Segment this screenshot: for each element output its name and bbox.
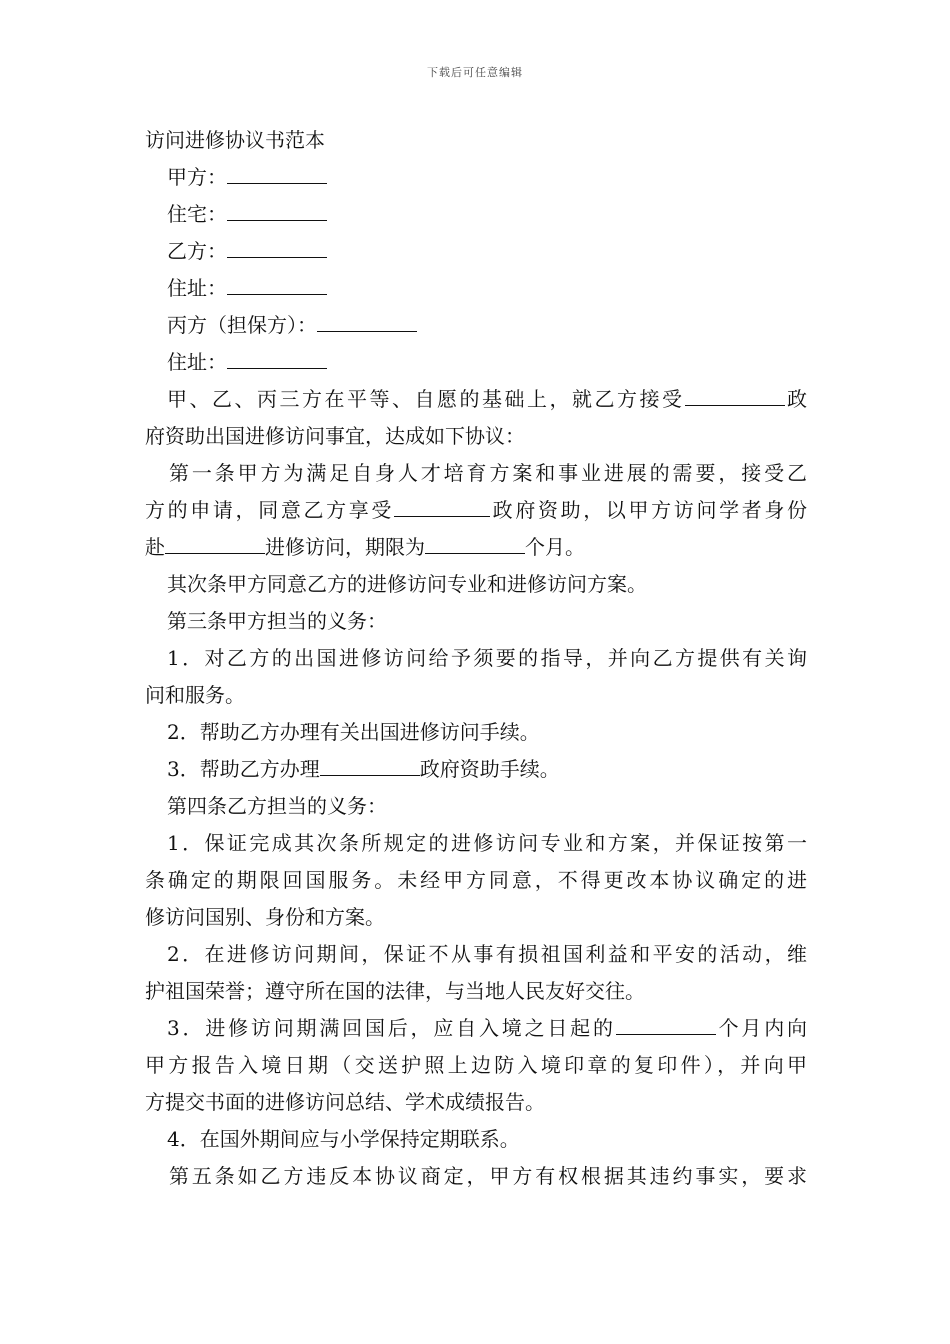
blank-destination (165, 529, 265, 554)
blank-months (425, 529, 525, 554)
article-1-line-2: 方的申请，同意乙方享受 政府资助，以甲方访问学者身份 (145, 492, 807, 529)
article-4-item-1-line-3: 修访问国别、身份和方案。 (145, 905, 385, 929)
article-1-line-3: 赴 进修访问，期限为 个月。 (145, 529, 807, 566)
blank-procedure-government (320, 751, 420, 776)
field-address-b: 住址： (145, 270, 807, 307)
document-body (145, 122, 807, 1195)
blank-address-c (227, 344, 327, 369)
intro-line-2: 府资助出国进修访问事宜，达成如下协议： (145, 424, 525, 448)
article-4-heading: 第四条乙方担当的义务： (167, 794, 387, 818)
article-5-line-1: 第五条如乙方违反本协议商定，甲方有权根据其违约事实，要求 (169, 1164, 807, 1188)
article-2: 其次条甲方同意乙方的进修访问专业和进修访问方案。 (167, 572, 647, 596)
intro-line-1: 甲、乙、丙三方在平等、自愿的基础上，就乙方接受 政 (145, 381, 807, 418)
blank-party-c (317, 307, 417, 332)
field-address-c: 住址： (145, 344, 807, 381)
blank-address-b (227, 270, 327, 295)
article-3-item-1-line-1: 1．对乙方的出国进修访问给予须要的指导，并向乙方提供有关询 (167, 646, 807, 670)
article-4-item-1-line-2: 条确定的期限回国服务。未经甲方同意，不得更改本协议确定的进 (145, 868, 807, 892)
blank-government (685, 381, 785, 406)
article-4-item-1-line-1: 1．保证完成其次条所规定的进修访问专业和方案，并保证按第一 (167, 831, 807, 855)
document-title: 访问进修协议书范本 (145, 128, 325, 152)
page-header: 下载后可任意编辑 (427, 66, 523, 79)
article-4-item-2-line-2: 护祖国荣誉；遵守所在国的法律，与当地人民友好交往。 (145, 979, 645, 1003)
article-1-line-1: 第一条甲方为满足自身人才培育方案和事业进展的需要，接受乙 (169, 461, 807, 485)
article-4-item-2-line-1: 2．在进修访问期间，保证不从事有损祖国利益和平安的活动，维 (167, 942, 807, 966)
field-residence: 住宅： (145, 196, 807, 233)
blank-funding-government (394, 492, 490, 517)
blank-return-months (616, 1010, 716, 1035)
blank-party-a (227, 159, 327, 184)
blank-residence (227, 196, 327, 221)
article-3-item-1-line-2: 问和服务。 (145, 683, 245, 707)
field-party-b: 乙方： (145, 233, 807, 270)
article-4-item-3-line-3: 方提交书面的进修访问总结、学术成绩报告。 (145, 1090, 545, 1114)
article-3-item-3: 3．帮助乙方办理 政府资助手续。 (145, 751, 807, 788)
article-3-item-2: 2．帮助乙方办理有关出国进修访问手续。 (167, 720, 540, 744)
article-4-item-4: 4．在国外期间应与小学保持定期联系。 (167, 1127, 520, 1151)
article-3-heading: 第三条甲方担当的义务： (167, 609, 387, 633)
blank-party-b (227, 233, 327, 258)
article-4-item-3-line-1: 3．进修访问期满回国后，应自入境之日起的 个月内向 (145, 1010, 807, 1047)
field-party-c: 丙方（担保方）： (145, 307, 807, 344)
article-4-item-3-line-2: 甲方报告入境日期（交送护照上边防入境印章的复印件），并向甲 (145, 1053, 807, 1077)
field-party-a: 甲方： (145, 159, 807, 196)
